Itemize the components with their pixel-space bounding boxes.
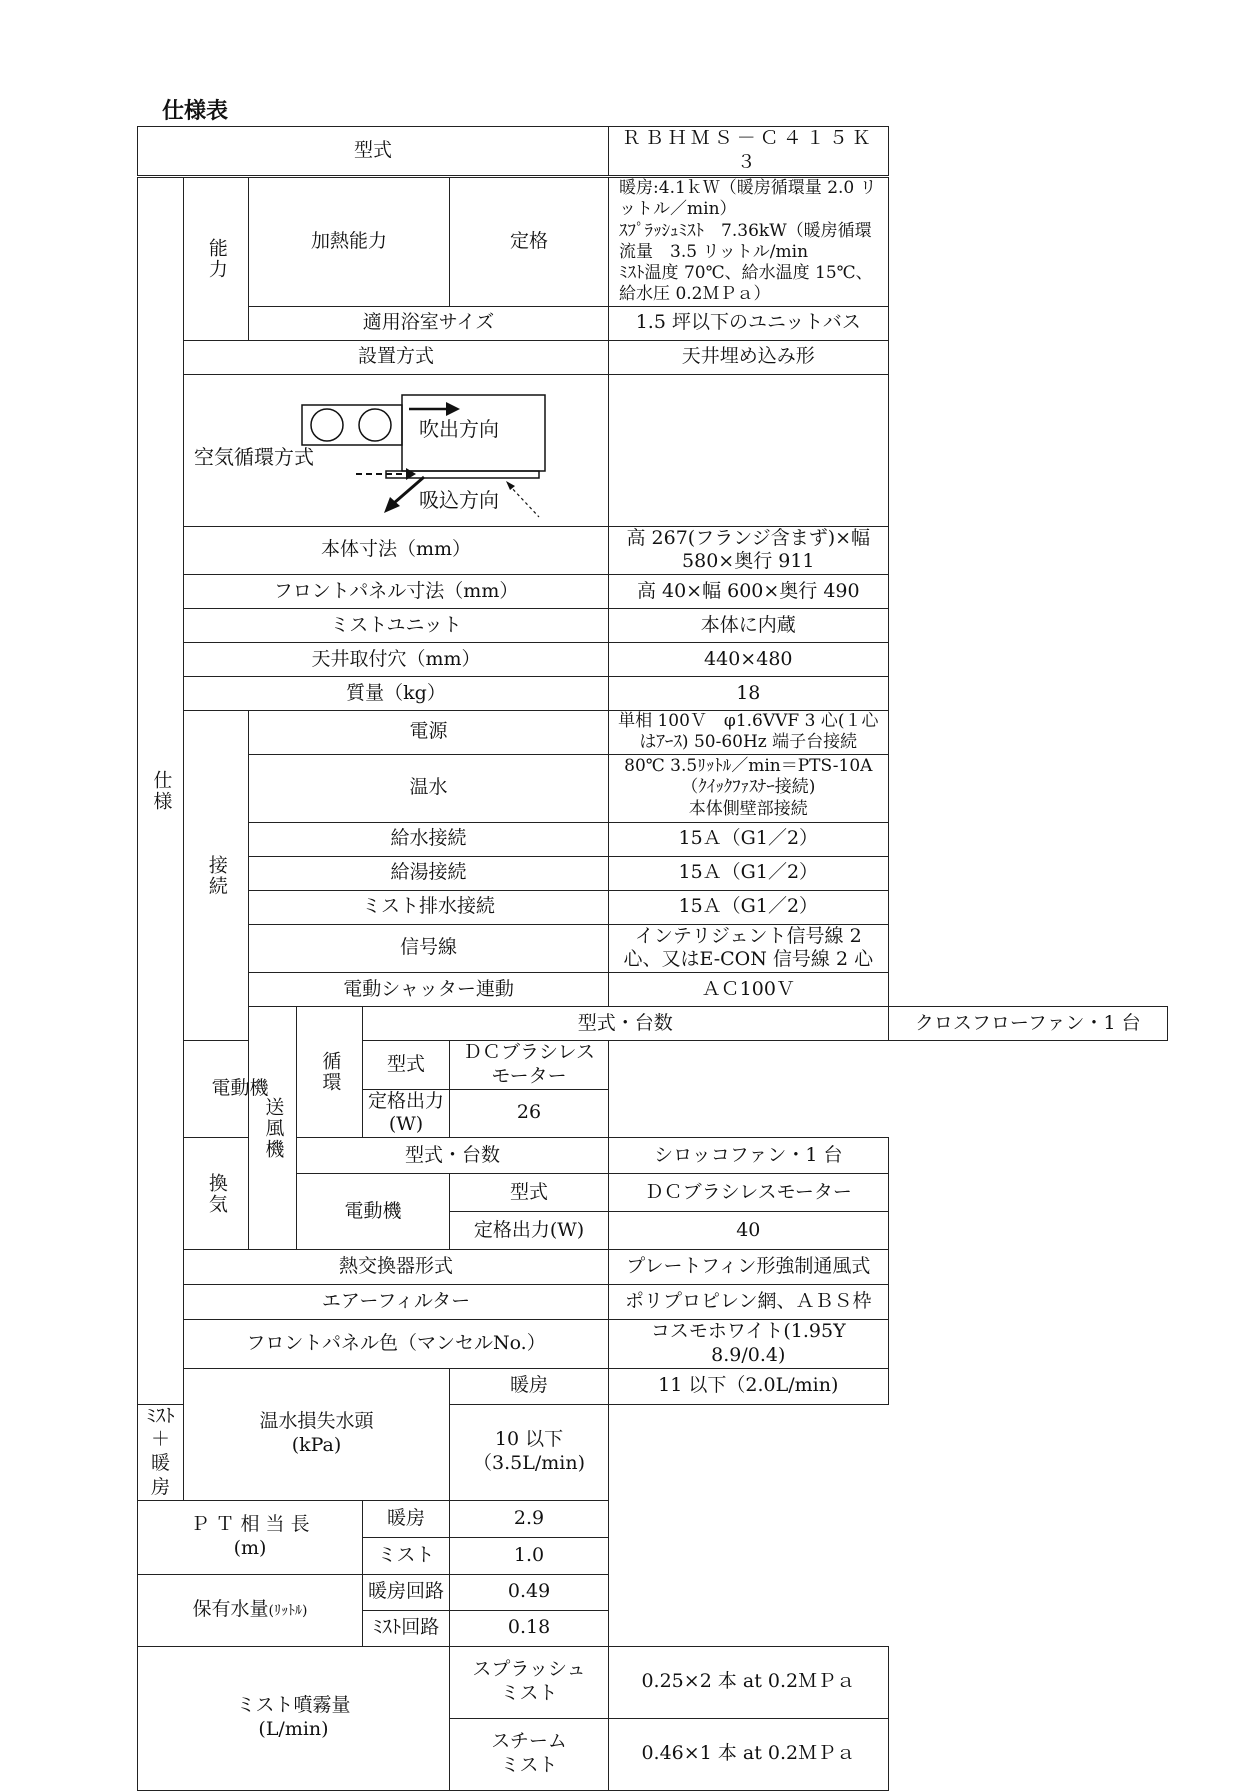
vent-motor-value: ＤＣブラシレスモーター bbox=[609, 1174, 888, 1212]
row-value: インテリジェント信号線 2 心、又はE-CON 信号線 2 心 bbox=[609, 924, 888, 973]
row-label: ミストユニット bbox=[184, 609, 609, 643]
table-row bbox=[138, 1007, 1168, 1041]
water-mist-label: ﾐｽﾄ回路 bbox=[363, 1610, 450, 1646]
table-row bbox=[138, 340, 1168, 374]
blower-group-label: 送風機 bbox=[249, 1007, 297, 1250]
table-row bbox=[138, 575, 1168, 609]
heating-capacity-label: 加熱能力 bbox=[249, 177, 450, 307]
pt-mist-label: ミスト bbox=[363, 1537, 450, 1574]
install-value: 天井埋め込み形 bbox=[609, 340, 888, 374]
splash-mist-label: スプラッシュ ミスト bbox=[450, 1646, 609, 1718]
circ-motor-label: 電動機 bbox=[184, 1041, 297, 1138]
table-row bbox=[138, 1500, 1168, 1537]
steam-mist-label: スチーム ミスト bbox=[450, 1718, 609, 1790]
bath-size-label: 適用浴室サイズ bbox=[249, 306, 609, 340]
spec-group-label: 仕様 bbox=[138, 177, 184, 1405]
row-label: ミスト排水接続 bbox=[249, 890, 609, 924]
row-value: 440×480 bbox=[609, 643, 888, 677]
inlet-dotted-arrow bbox=[506, 481, 515, 490]
table-row bbox=[138, 1574, 1168, 1610]
head-loss-mist-label: ﾐｽﾄ＋暖房 bbox=[138, 1404, 184, 1500]
table-row bbox=[138, 306, 1168, 340]
table-row bbox=[138, 822, 1168, 856]
table-row bbox=[138, 643, 1168, 677]
table-row bbox=[138, 890, 1168, 924]
air-circulation-diagram bbox=[184, 375, 608, 525]
vent-fan-value: シロッコファン・1 台 bbox=[609, 1138, 888, 1174]
inlet-dotted-line bbox=[509, 485, 539, 517]
circ-type-count-label: 型式・台数 bbox=[363, 1007, 889, 1041]
water-heat-value: 0.49 bbox=[450, 1574, 609, 1610]
table-row bbox=[138, 973, 1168, 1007]
vent-output-value: 40 bbox=[609, 1212, 888, 1250]
row-label: フロントパネル色（マンセルNo.） bbox=[184, 1320, 609, 1369]
page-title: 仕様表 bbox=[162, 99, 229, 124]
circulation-label: 循環 bbox=[297, 1007, 363, 1138]
row-label: エアーフィルター bbox=[184, 1285, 609, 1320]
splash-mist-value: 0.25×2 本 at 0.2ＭＰａ bbox=[609, 1646, 888, 1718]
pt-mist-value: 1.0 bbox=[450, 1537, 609, 1574]
table-row bbox=[138, 127, 1168, 177]
ventilation-label: 換気 bbox=[184, 1138, 249, 1250]
row-value: 本体に内蔵 bbox=[609, 609, 888, 643]
head-loss-heat-label: 暖房 bbox=[450, 1368, 609, 1404]
model-label: 型式 bbox=[138, 127, 609, 177]
row-value: 15Ａ（G1／2） bbox=[609, 890, 888, 924]
fan-circle-right bbox=[359, 409, 391, 441]
row-value: コスモホワイト(1.95Y 8.9/0.4) bbox=[609, 1320, 888, 1369]
capacity-value: 暖房:4.1ｋＷ（暖房循環量 2.0 リットル／min） ｽﾌﾟﾗｯｼｭﾐｽﾄ 7.36kW（暖房循環流量 3.5 リットル/min ﾐｽﾄ温度 70℃、給水温度 15℃、給水圧 0.2ＭＰａ） bbox=[609, 177, 888, 307]
vent-output-label: 定格出力(W) bbox=[450, 1212, 609, 1250]
row-value: 15Ａ（G1／2） bbox=[609, 822, 888, 856]
head-loss-label: 温水損失水頭 (kPa) bbox=[184, 1368, 450, 1500]
water-volume-label: 保有水量(ﾘｯﾄﾙ) bbox=[138, 1574, 363, 1646]
steam-mist-value: 0.46×1 本 at 0.2ＭＰａ bbox=[609, 1718, 888, 1790]
head-loss-mist-value: 10 以下（3.5L/min) bbox=[450, 1404, 609, 1500]
table-row bbox=[138, 711, 1168, 755]
row-value: ポリプロピレン網、ＡＢＳ枠 bbox=[609, 1285, 888, 1320]
power-value: 単相 100Ｖ φ1.6VVF 3 心(１心はｱｰｽ) 50-60Hz 端子台接続 bbox=[609, 711, 888, 755]
table-row bbox=[138, 1646, 1168, 1718]
circ-fan-value: クロスフローファン・1 台 bbox=[888, 1007, 1167, 1041]
table-row bbox=[138, 177, 1168, 307]
table-row bbox=[138, 1041, 1168, 1090]
inlet-direction-label: 吸込方向 bbox=[419, 488, 499, 512]
table-row bbox=[138, 856, 1168, 890]
row-label: 電動シャッター連動 bbox=[249, 973, 609, 1007]
pt-length-label: Ｐ Ｔ 相 当 長 (m) bbox=[138, 1500, 363, 1574]
connection-group-label: 接続 bbox=[184, 711, 249, 1041]
vent-type-label: 型式 bbox=[450, 1174, 609, 1212]
outlet-direction-label: 吹出方向 bbox=[419, 417, 499, 441]
air-diagram-empty bbox=[609, 374, 888, 526]
vent-motor-label: 電動機 bbox=[297, 1174, 450, 1250]
row-label: フロントパネル寸法（mm） bbox=[184, 575, 609, 609]
install-label: 設置方式 bbox=[184, 340, 609, 374]
row-value: 高 267(フランジ含まず)×幅 580×奥行 911 bbox=[609, 526, 888, 575]
hot-water-label: 温水 bbox=[249, 754, 609, 822]
air-circulation-label: 空気循環方式 bbox=[194, 445, 314, 469]
table-row bbox=[138, 1250, 1168, 1285]
bath-size-value: 1.5 坪以下のユニットバス bbox=[609, 306, 888, 340]
row-value: ＡＣ100Ｖ bbox=[609, 973, 888, 1007]
capacity-group-label: 能力 bbox=[184, 177, 249, 341]
row-label: 質量（kg） bbox=[184, 677, 609, 711]
table-row bbox=[138, 1368, 1168, 1404]
row-value: 高 40×幅 600×奥行 490 bbox=[609, 575, 888, 609]
row-label: 給水接続 bbox=[249, 822, 609, 856]
vent-type-count-label: 型式・台数 bbox=[297, 1138, 609, 1174]
spec-table bbox=[137, 126, 1168, 1791]
table-row bbox=[138, 924, 1168, 973]
pt-heat-value: 2.9 bbox=[450, 1500, 609, 1537]
circ-output-label: 定格出力(W) bbox=[363, 1089, 450, 1138]
hot-water-value: 80℃ 3.5ﾘｯﾄﾙ／min＝PTS-10A（ｸｲｯｸﾌｧｽﾅｰ接続) 本体側壁部接続 bbox=[609, 754, 888, 822]
air-diagram-cell bbox=[184, 374, 609, 526]
table-row bbox=[138, 609, 1168, 643]
table-row bbox=[138, 677, 1168, 711]
fan-box bbox=[302, 405, 402, 445]
table-row bbox=[138, 526, 1168, 575]
fan-circle-left bbox=[311, 409, 343, 441]
row-label: 信号線 bbox=[249, 924, 609, 973]
row-value: 18 bbox=[609, 677, 888, 711]
row-value: 15Ａ（G1／2） bbox=[609, 856, 888, 890]
outlet-arrow-head bbox=[446, 402, 460, 416]
model-value: ＲＢＨＭＳ－Ｃ４１５Ｋ３ bbox=[609, 127, 888, 177]
row-value: プレートフィン形強制通風式 bbox=[609, 1250, 888, 1285]
row-label: 給湯接続 bbox=[249, 856, 609, 890]
pt-heat-label: 暖房 bbox=[363, 1500, 450, 1537]
row-label: 熱交換器形式 bbox=[184, 1250, 609, 1285]
table-row bbox=[138, 1320, 1168, 1369]
water-mist-value: 0.18 bbox=[450, 1610, 609, 1646]
table-row bbox=[138, 754, 1168, 822]
circ-motor-value: ＤＣブラシレスモーター bbox=[450, 1041, 609, 1090]
head-loss-heat-value: 11 以下（2.0L/min) bbox=[609, 1368, 888, 1404]
table-row bbox=[138, 374, 1168, 526]
table-row bbox=[138, 1285, 1168, 1320]
row-label: 天井取付穴（mm） bbox=[184, 643, 609, 677]
rated-label: 定格 bbox=[450, 177, 609, 307]
circ-type-label: 型式 bbox=[363, 1041, 450, 1090]
circ-output-value: 26 bbox=[450, 1089, 609, 1138]
power-label: 電源 bbox=[249, 711, 609, 755]
water-heat-label: 暖房回路 bbox=[363, 1574, 450, 1610]
row-label: 本体寸法（mm） bbox=[184, 526, 609, 575]
mist-spray-label: ミスト噴霧量 (L/min) bbox=[138, 1646, 450, 1790]
